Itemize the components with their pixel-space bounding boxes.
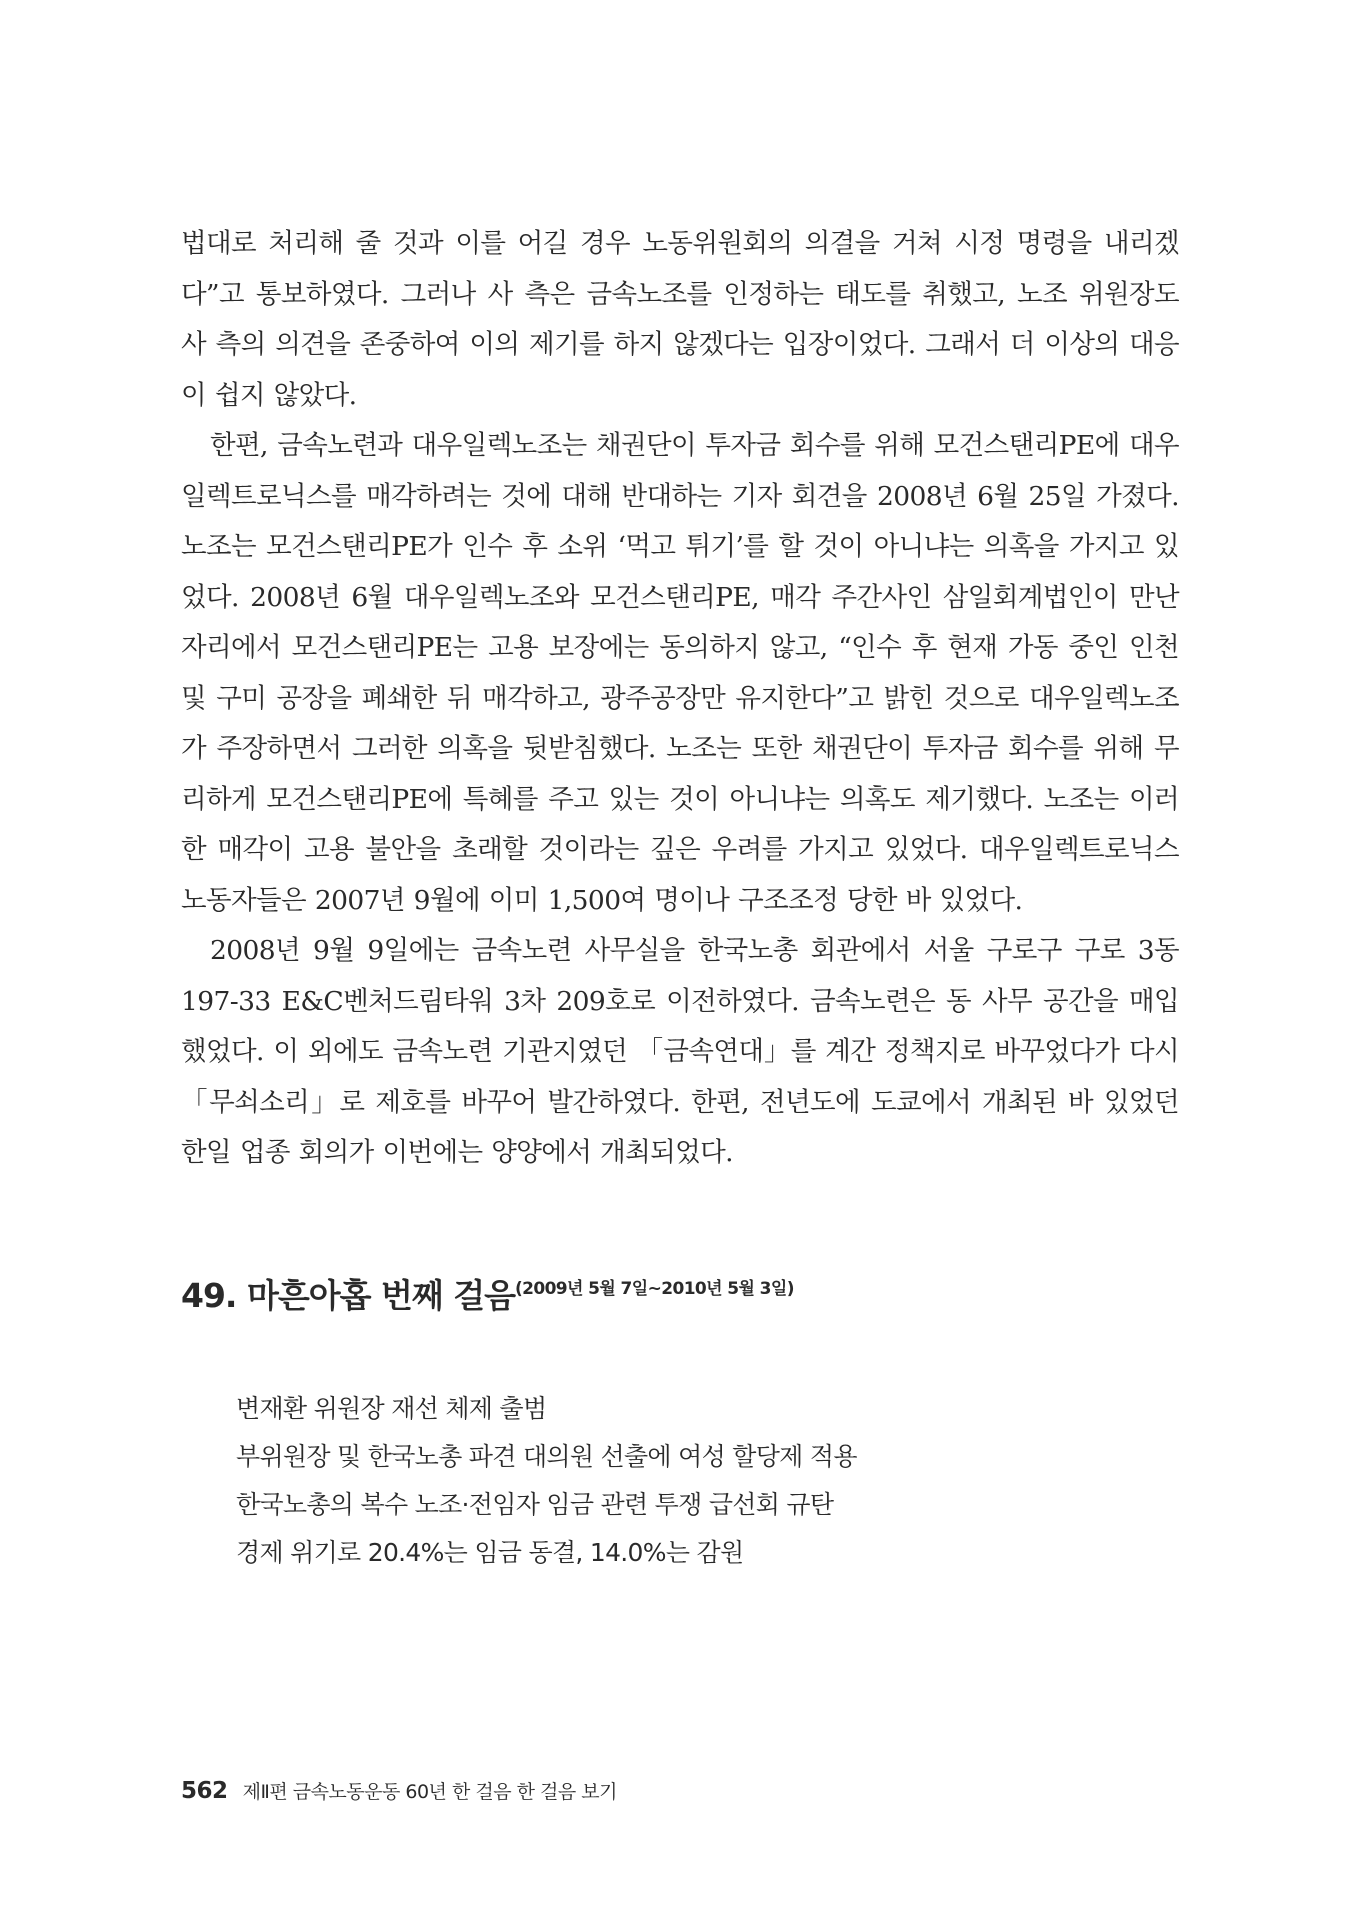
- summary-item: 변재환 위원장 재선 체제 출범: [236, 1394, 547, 1423]
- page-number: 562: [181, 1778, 228, 1804]
- running-title: 제Ⅱ편 금속노동운동 60년 한 걸음 한 걸음 보기: [242, 1781, 617, 1803]
- paragraph-office-relocation: 2008년 9월 9일에는 금속노련 사무실을 한국노총 회관에서 서울 구로구 구로 3동 197-33 E&C벤처드림타워 3차 209호로 이전하였다. 금속노련은 동 사무 공간을 매입했었다. 이 외에도 금속노련 기관지였던 「금속연대」를 계간 정책지로 바꾸었다가 다시 「무쇠소리」로 제호를 바꾸어 발간하였다. 한편, 전년도에 도쿄에서 개최된 바 있었던 한일 업종 회의가 이번에는 양양에서 개최되었다.: [181, 935, 1179, 1168]
- section-heading: [181, 1270, 794, 1317]
- page-footer: [181, 1777, 617, 1804]
- paragraph-continued: 법대로 처리해 줄 것과 이를 어길 경우 노동위원회의 의결을 거쳐 시정 명령을 내리겠다”고 통보하였다. 그러나 사 측은 금속노조를 인정하는 태도를 취했고, 노조 위원장도 사 측의 의견을 존중하여 이의 제기를 하지 않겠다는 입장이었다. 그래서 더 이상의 대응이 쉽지 않았다.: [181, 228, 1179, 411]
- body-text: [181, 219, 1179, 1179]
- summary-item: 경제 위기로 20.4%는 임금 동결, 14.0%는 감원: [236, 1538, 744, 1567]
- summary-item: 한국노총의 복수 노조·전임자 임금 관련 투쟁 급선회 규탄: [236, 1490, 834, 1519]
- section-dates: (2009년 5월 7일~2010년 5월 3일): [514, 1279, 794, 1299]
- paragraph-press-conference: 한편, 금속노련과 대우일렉노조는 채권단이 투자금 회수를 위해 모건스탠리PE에 대우일렉트로닉스를 매각하려는 것에 대해 반대하는 기자 회견을 2008년 6월 25일 가졌다. 노조는 모건스탠리PE가 인수 후 소위 ‘먹고 튀기’를 할 것이 아니냐는 의혹을 가지고 있었다. 2008년 6월 대우일렉노조와 모건스탠리PE, 매각 주간사인 삼일회계법인이 만난 자리에서 모건스탠리PE는 고용 보장에는 동의하지 않고, “인수 후 현재 가동 중인 인천 및 구미 공장을 폐쇄한 뒤 매각하고, 광주공장만 유지한다”고 밝힌 것으로 대우일렉노조가 주장하면서 그러한 의혹을 뒷받침했다. 노조는 또한 채권단이 투자금 회수를 위해 무리하게 모건스탠리PE에 특혜를 주고 있는 것이 아니냐는 의혹도 제기했다. 노조는 이러한 매각이 고용 불안을 초래할 것이라는 깊은 우려를 가지고 있었다. 대우일렉트로닉스 노동자들은 2007년 9월에 이미 1,500여 명이나 구조조정 당한 바 있었다.: [181, 430, 1179, 916]
- section-summary: [236, 1385, 857, 1577]
- section-title: 49. 마흔아홉 번째 걸음: [181, 1276, 515, 1315]
- summary-item: 부위원장 및 한국노총 파견 대의원 선출에 여성 할당제 적용: [236, 1442, 857, 1471]
